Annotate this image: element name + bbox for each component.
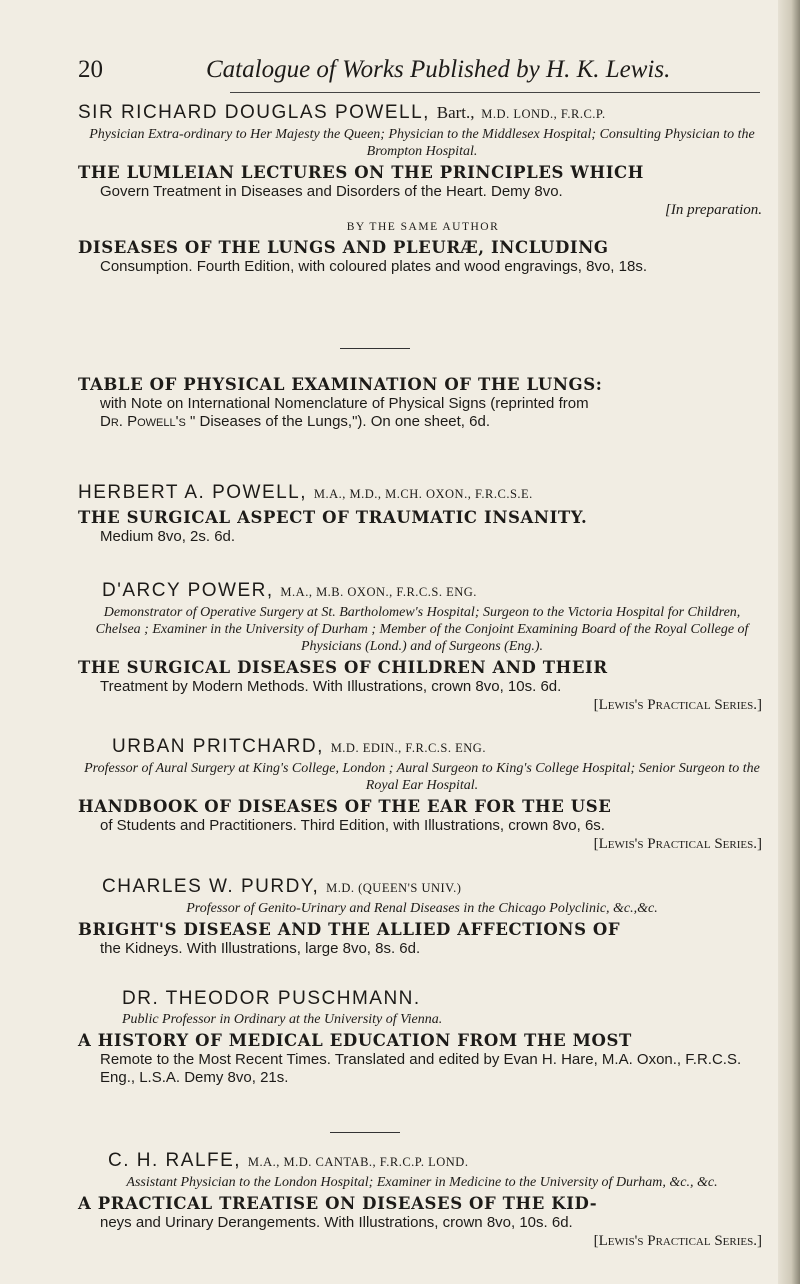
- work-details: Medium 8vo, 2s. 6d.: [100, 528, 236, 545]
- author-name-text: CHARLES W. PURDY,: [102, 876, 320, 897]
- author-description: Professor of Genito-Urinary and Renal Diseases in the Chicago Polyclinic, &c.,&c.: [186, 901, 658, 916]
- work-title: THE SURGICAL DISEASES OF CHILDREN AND THEIR: [78, 658, 608, 677]
- work-note: [In preparation.: [665, 202, 762, 218]
- work-details-text: with Note on International Nomenclature of Physical Signs (reprinted from: [100, 395, 589, 412]
- author-name: [78, 876, 768, 899]
- series-note: [Lewis's Practical Series.]: [593, 836, 762, 852]
- work-title: A HISTORY OF MEDICAL EDUCATION FROM THE MOST: [78, 1031, 632, 1050]
- work-details: Treatment by Modern Methods. With Illustrations, crown 8vo, 10s. 6d.: [100, 678, 562, 695]
- work-details: Remote to the Most Recent Times. Translated and edited by Evan H. Hare, M.A. Oxon., F.R.C.S. Eng., L.S.A. Demy 8vo, 21s.: [100, 1051, 742, 1086]
- author-name-text: DR. THEODOR PUSCHMANN.: [122, 988, 421, 1009]
- author-description: Public Professor in Ordinary at the University of Vienna.: [122, 1012, 443, 1027]
- entry-theodor-puschmann: [78, 988, 768, 1087]
- series-note: [Lewis's Practical Series.]: [593, 697, 762, 713]
- page-number: 20: [78, 56, 103, 83]
- work-details: Govern Treatment in Diseases and Disorders of the Heart. Demy 8vo.: [100, 183, 563, 200]
- author-name: [78, 482, 768, 505]
- entry-charles-purdy: [78, 876, 768, 958]
- author-description: Professor of Aural Surgery at King's College, London ; Aural Surgeon to King's College Hospital; Senior Surgeon to the Royal Ear Hospital.: [84, 761, 760, 793]
- author-name-text: C. H. RALFE,: [108, 1150, 242, 1171]
- author-name: [78, 1150, 768, 1173]
- author-qualifications: M.D. LOND., F.R.C.P.: [481, 107, 606, 121]
- series-note: [Lewis's Practical Series.]: [593, 1233, 762, 1249]
- entry-richard-powell: [78, 102, 768, 276]
- author-name: [78, 580, 768, 603]
- entry-urban-pritchard: [78, 736, 768, 854]
- author-name: [78, 736, 768, 759]
- author-description: Physician Extra-ordinary to Her Majesty the Queen; Physician to the Middlesex Hospital; Consulting Physician to the Brompton Hospital.: [89, 127, 755, 159]
- author-qualifications: M.A., M.B. OXON., F.R.C.S. ENG.: [280, 585, 477, 599]
- running-head: [78, 56, 758, 90]
- author-title-text: Bart.,: [436, 103, 475, 122]
- work-details: Consumption. Fourth Edition, with coloured plates and wood engravings, 8vo, 18s.: [100, 258, 647, 275]
- author-name: [78, 988, 768, 1010]
- page-edge-shadow: [778, 0, 800, 1284]
- entry-darcy-power: [78, 580, 768, 715]
- work-title: TABLE OF PHYSICAL EXAMINATION OF THE LUNGS:: [78, 375, 603, 394]
- section-divider: [340, 348, 410, 349]
- entry-herbert-powell: [78, 482, 768, 546]
- entry-ch-ralfe: [78, 1150, 768, 1251]
- work-title: BRIGHT'S DISEASE AND THE ALLIED AFFECTIONS OF: [78, 920, 621, 939]
- work-details: [78, 395, 768, 431]
- work-details-author: Dr. Powell's: [100, 413, 186, 430]
- entry-table-lungs: [78, 372, 768, 431]
- work-title: THE SURGICAL ASPECT OF TRAUMATIC INSANITY.: [78, 508, 588, 527]
- author-name-text: URBAN PRITCHARD,: [112, 736, 324, 757]
- author-qualifications: M.A., M.D., M.CH. OXON., F.R.C.S.E.: [313, 487, 533, 501]
- work-details-text: " Diseases of the Lungs,"). On one sheet, 6d.: [190, 413, 490, 430]
- author-name-text: HERBERT A. POWELL,: [78, 482, 308, 503]
- author-description: Assistant Physician to the London Hospital; Examiner in Medicine to the University of Durham, &c., &c.: [126, 1175, 718, 1190]
- header-rule: [230, 92, 760, 93]
- work-title: THE LUMLEIAN LECTURES ON THE PRINCIPLES WHICH: [78, 163, 644, 182]
- work-details: the Kidneys. With Illustrations, large 8vo, 8s. 6d.: [100, 940, 421, 957]
- author-name-text: SIR RICHARD DOUGLAS POWELL,: [78, 102, 430, 123]
- running-title: Catalogue of Works Published by H. K. Lewis.: [206, 56, 671, 83]
- author-description: Demonstrator of Operative Surgery at St. Bartholomew's Hospital; Surgeon to the Victoria Hospital for Children, Chelsea ; Examiner in the University of Durham ; Member of the Conjoint Examining Board of the Royal College of Physicians (Lond.) and of Surgeons (Eng.).: [95, 605, 749, 654]
- by-same-author: BY THE SAME AUTHOR: [346, 221, 500, 233]
- author-name-text: D'ARCY POWER,: [102, 580, 274, 601]
- work-title: DISEASES OF THE LUNGS AND PLEURÆ, INCLUDING: [78, 238, 609, 257]
- work-details: of Students and Practitioners. Third Edition, with Illustrations, crown 8vo, 6s.: [100, 817, 605, 834]
- work-title: HANDBOOK OF DISEASES OF THE EAR FOR THE USE: [78, 797, 612, 816]
- section-divider: [330, 1132, 400, 1133]
- author-qualifications: M.D. EDIN., F.R.C.S. ENG.: [330, 741, 486, 755]
- author-qualifications: M.D. (QUEEN'S UNIV.): [326, 881, 462, 895]
- author-qualifications: M.A., M.D. CANTAB., F.R.C.P. LOND.: [247, 1155, 469, 1169]
- work-title: A PRACTICAL TREATISE ON DISEASES OF THE KID-: [78, 1194, 598, 1213]
- work-details: neys and Urinary Derangements. With Illustrations, crown 8vo, 10s. 6d.: [100, 1214, 573, 1231]
- author-name: [78, 102, 768, 125]
